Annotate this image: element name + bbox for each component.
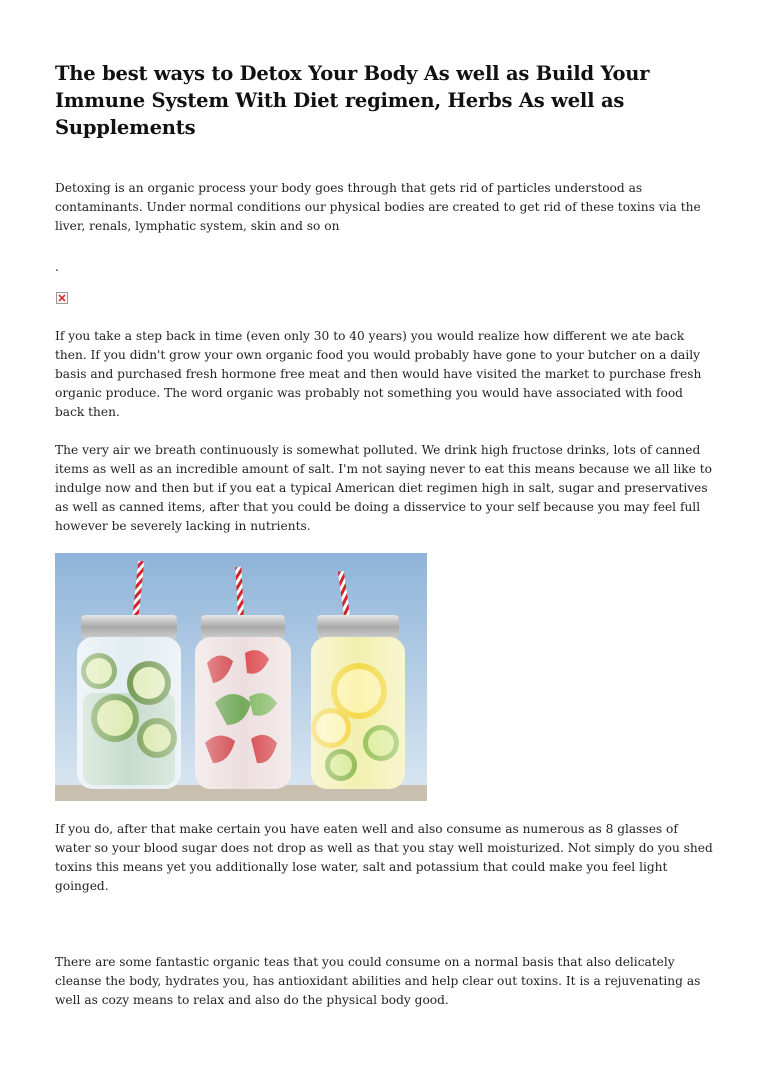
- paragraph-teas: There are some fantastic organic teas that you could consume on a normal basis that also delicately cleanse the body, hydrates you, has antioxidant abilities and help clear out toxins. It is a rejuvenating as well as cozy means to relax and also do the physical body good.: [55, 955, 701, 1007]
- paragraph-water: If you do, after that make certain you have eaten well and also consume as numerous as 8 glasses of water so your blood sugar does not drop as well as that you stay well moisturized. Not simply do you shed toxins this means yet you additionally lose water, salt and potassium that could make you feel light goinged.: [55, 822, 713, 893]
- paragraph-dot: .: [55, 260, 59, 274]
- page-title: The best ways to Detox Your Body As well as Build Your Immune System With Diet regimen, Herbs As well as Supplements: [55, 62, 650, 139]
- paragraph-history: If you take a step back in time (even only 30 to 40 years) you would realize how different we ate back then. If you didn't grow your own organic food you would probably have gone to your butcher on a daily basis and purchased fresh hormone free meat and then would have visited the market to purchase fresh organic produce. The word organic was probably not something you would have associated with food back then.: [55, 329, 702, 419]
- paragraph-pollution: The very air we breath continuously is somewhat polluted. We drink high fructose drinks, lots of canned items as well as an incredible amount of salt. I'm not saying never to eat this means because we all like to indulge now and then but if you eat a typical American diet regimen high in salt, sugar and preservatives as well as canned items, after that you could be doing a disservice to your self because you may feel full however be severely lacking in nutrients.: [55, 443, 712, 533]
- detox-water-jars-photo: [55, 553, 427, 801]
- paragraph-intro: Detoxing is an organic process your body goes through that gets rid of particles understood as contaminants. Under normal conditions our physical bodies are created to get rid of these toxins via the liver, renals, lymphatic system, skin and so on: [55, 181, 701, 233]
- broken-image-icon: [56, 292, 68, 304]
